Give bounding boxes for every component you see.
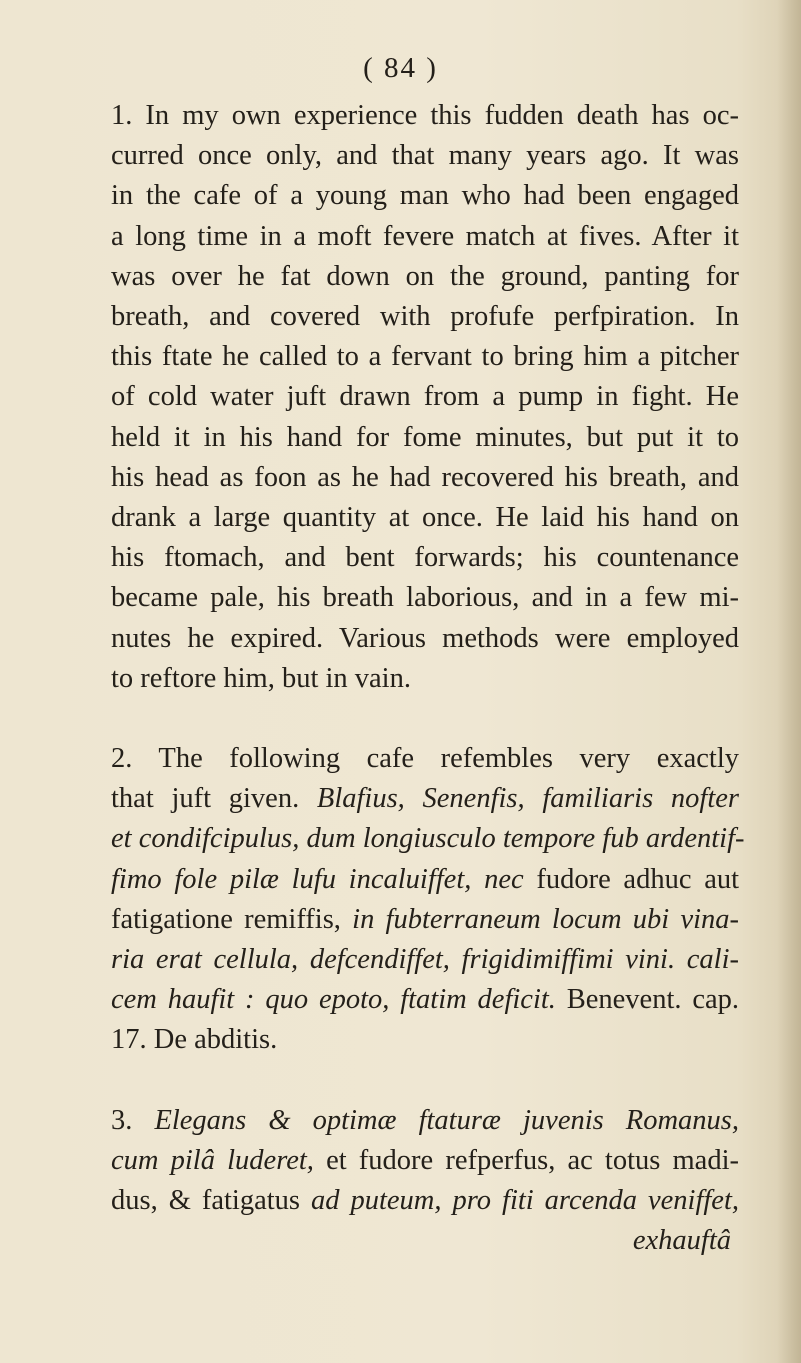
text-line: curred once only, and that many years ago. It was: [111, 140, 739, 172]
latin-quote: in fubterraneum locum ubi vina-: [352, 903, 739, 935]
text-line: in the cafe of a young man who had been engaged: [111, 180, 739, 212]
text-line: a long time in a moft fevere match at fives. After it: [111, 220, 739, 252]
text-line: his head as foon as he had recovered his breath, and: [111, 461, 739, 493]
text-span: fatigatione remiffis,: [111, 903, 341, 935]
text-line: drank a large quantity at once. He laid his hand on: [111, 502, 739, 534]
text-line: nutes he expired. Various methods were employed: [111, 622, 739, 654]
latin-quote: cum pilâ luderet,: [111, 1144, 314, 1176]
latin-quote: Blafius, Senenfis, familiaris nofter: [316, 783, 739, 815]
catchword: exhauftâ: [632, 1225, 731, 1257]
text-line: his ftomach, and bent forwards; his countenance: [111, 542, 739, 574]
text-line: of cold water juft drawn from a pump in fight. He: [111, 381, 739, 413]
body-text: [83, 96, 745, 1261]
text-line: [83, 1141, 739, 1181]
text-line: held it in his hand for fome minutes, but put it to: [111, 421, 739, 453]
page-number: ( 84 ): [363, 52, 438, 84]
paragraph-3: [83, 1101, 739, 1262]
text-line: [83, 819, 745, 859]
text-line: [83, 940, 739, 980]
text-line: this ftate he called to a fervant to bring him a pitcher: [111, 341, 739, 373]
text-line: [83, 860, 739, 900]
text-line: became pale, his breath laborious, and in a few mi-: [111, 582, 739, 614]
text-span: dus, & fatigatus: [111, 1185, 300, 1217]
text-span: 3.: [111, 1104, 133, 1136]
text-line: 17. De abditis.: [111, 1024, 278, 1056]
citation: Benevent. cap.: [566, 984, 740, 1016]
text-line: breath, and covered with profufe perfpiration. In: [111, 301, 739, 333]
text-span: fudore adhuc aut: [536, 863, 740, 895]
page-edge-shadow: [777, 0, 801, 1363]
text-span: et fudore refperfus, ac totus madi-: [326, 1144, 739, 1176]
text-line: 1. In my own experience this fudden death has oc-: [111, 100, 739, 131]
text-line: [83, 1181, 739, 1221]
text-line: to reftore him, but in vain.: [111, 662, 411, 694]
text-line: 2. The following cafe refembles very exactly: [111, 743, 739, 775]
latin-quote: ria erat cellula, defcendiffet, frigidimiffimi vini. cali-: [111, 944, 739, 976]
paragraph-1: [83, 96, 739, 699]
text-line: [83, 900, 739, 940]
latin-quote: fimo fole pilæ lufu incaluiffet, nec: [111, 863, 524, 895]
text-line: [83, 980, 739, 1020]
text-line: [83, 1101, 739, 1141]
text-span: that juft given.: [111, 783, 300, 815]
latin-quote: Elegans & optimæ ftaturæ juvenis Romanus,: [154, 1104, 740, 1136]
latin-quote: et condifcipulus, dum longiusculo tempore fub ardentif-: [111, 823, 745, 855]
text-line: was over he fat down on the ground, panting for: [111, 260, 739, 292]
paragraph-2: [83, 739, 745, 1061]
text-line: [83, 779, 739, 819]
latin-quote: ad puteum, pro fiti arcenda veniffet,: [311, 1185, 740, 1217]
latin-quote: cem haufit : quo epoto, ftatim deficit.: [111, 984, 556, 1016]
